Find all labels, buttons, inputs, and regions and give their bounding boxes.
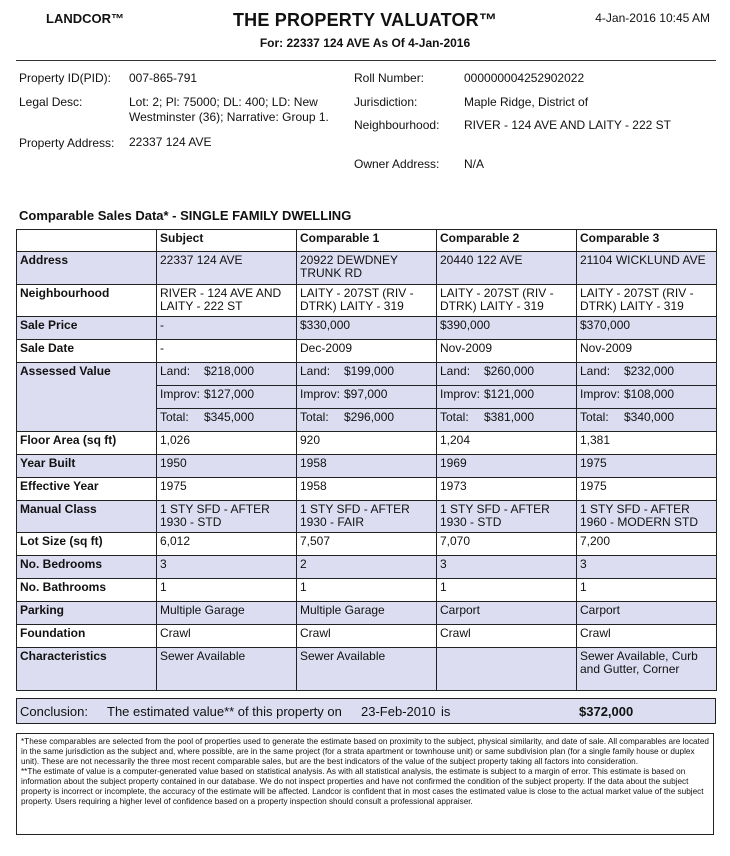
- row-label-empty: [17, 409, 157, 432]
- table-cell: [437, 363, 577, 386]
- row-label: Parking: [17, 602, 157, 625]
- assessed-land-row: [17, 363, 717, 386]
- table-cell: 3: [437, 556, 577, 579]
- table-cell: [157, 409, 297, 432]
- table-row: [17, 432, 717, 455]
- table-cell: [157, 363, 297, 386]
- table-row: [17, 252, 717, 285]
- table-cell: Carport: [577, 602, 717, 625]
- table-cell: 1,381: [577, 432, 717, 455]
- table-cell: RIVER - 124 AVE AND LAITY - 222 ST: [157, 285, 297, 317]
- table-cell: 3: [157, 556, 297, 579]
- land-value: $260,000: [484, 364, 535, 378]
- footnote-comparables: *These comparables are selected from the pool of properties used to generate the estimate based on proximity to the subject, physical similarity, and date of sale. All comparables are located in the same jurisdiction as the subject and, where possible, are in the same project (for a strata apartment or townhouse unit) or same subdivision plan (for a single family house or duplex unit). These are not necessarily the three most recent comparable sales, but are the best indicators of the value of the subject property taking all factors into consideration.: [21, 737, 709, 766]
- total-label: Total:: [440, 410, 469, 424]
- table-cell: 1 STY SFD - AFTER 1930 - FAIR: [297, 501, 437, 533]
- row-label: Lot Size (sq ft): [17, 533, 157, 556]
- improv-value: $97,000: [344, 387, 388, 401]
- improv-label: Improv:: [300, 387, 341, 401]
- total-label: Total:: [160, 410, 189, 424]
- improv-value: $127,000: [204, 387, 255, 401]
- table-row: [17, 340, 717, 363]
- neighbourhood-label: Neighbourhood:: [354, 118, 440, 132]
- table-row: [17, 648, 717, 691]
- table-header-cell: Subject: [157, 230, 297, 252]
- table-cell: 1 STY SFD - AFTER 1930 - STD: [157, 501, 297, 533]
- table-cell: Crawl: [157, 625, 297, 648]
- conclusion-text: The estimated value** of this property on: [107, 704, 342, 719]
- table-cell: 920: [297, 432, 437, 455]
- table-cell: 20922 DEWDNEY TRUNK RD: [297, 252, 437, 285]
- table-cell: [577, 386, 717, 409]
- table-cell: 22337 124 AVE: [157, 252, 297, 285]
- table-cell: 6,012: [157, 533, 297, 556]
- jurisdiction-value: Maple Ridge, District of: [464, 95, 589, 109]
- table-row: [17, 556, 717, 579]
- table-cell: $370,000: [577, 317, 717, 340]
- table-cell: 1958: [297, 478, 437, 501]
- total-label: Total:: [580, 410, 609, 424]
- improv-label: Improv:: [160, 387, 201, 401]
- land-label: Land:: [160, 364, 191, 378]
- row-label: Manual Class: [17, 501, 157, 533]
- owner-address-label: Owner Address:: [354, 157, 440, 171]
- table-cell: [437, 648, 577, 691]
- jurisdiction-label: Jurisdiction:: [354, 95, 418, 109]
- total-value: $296,000: [344, 410, 395, 424]
- comparable-sales-table: [16, 229, 717, 691]
- table-header-cell: Comparable 2: [437, 230, 577, 252]
- table-cell: 7,070: [437, 533, 577, 556]
- improv-value: $108,000: [624, 387, 675, 401]
- table-cell: 1 STY SFD - AFTER 1930 - STD: [437, 501, 577, 533]
- table-cell: Crawl: [577, 625, 717, 648]
- improv-label: Improv:: [440, 387, 481, 401]
- conclusion-label: Conclusion:: [20, 704, 88, 719]
- land-value: $199,000: [344, 364, 395, 378]
- land-value: $218,000: [204, 364, 255, 378]
- total-value: $345,000: [204, 410, 255, 424]
- row-label: No. Bathrooms: [17, 579, 157, 602]
- table-cell: Dec-2009: [297, 340, 437, 363]
- table-cell: [577, 409, 717, 432]
- page-subtitle: For: 22337 124 AVE As Of 4-Jan-2016: [259, 36, 471, 50]
- table-header-row: [17, 230, 717, 252]
- table-cell: 2: [297, 556, 437, 579]
- table-cell: 1,026: [157, 432, 297, 455]
- comparable-sales-title: [19, 208, 351, 223]
- table-cell: 1975: [577, 478, 717, 501]
- table-cell: Crawl: [297, 625, 437, 648]
- row-label: Sale Price: [17, 317, 157, 340]
- table-cell: $330,000: [297, 317, 437, 340]
- header-divider: [16, 60, 716, 61]
- row-label: Address: [17, 252, 157, 285]
- table-cell: -: [157, 317, 297, 340]
- table-cell: 1: [297, 579, 437, 602]
- land-label: Land:: [580, 364, 611, 378]
- report-timestamp: 4-Jan-2016 10:45 AM: [595, 11, 710, 25]
- table-header-cell: Comparable 3: [577, 230, 717, 252]
- conclusion-date: 23-Feb-2010: [361, 704, 436, 719]
- table-row: [17, 455, 717, 478]
- improv-value: $121,000: [484, 387, 535, 401]
- table-cell: 1973: [437, 478, 577, 501]
- neighbourhood-value: RIVER - 124 AVE AND LAITY - 222 ST: [464, 118, 671, 132]
- row-label: Characteristics: [17, 648, 157, 691]
- table-cell: 7,507: [297, 533, 437, 556]
- table-cell: [297, 386, 437, 409]
- table-row: [17, 625, 717, 648]
- legal-desc-label: Legal Desc:: [19, 95, 83, 109]
- pid-label: Property ID(PID):: [19, 71, 112, 85]
- table-cell: LAITY - 207ST (RIV - DTRK) LAITY - 319: [577, 285, 717, 317]
- row-label: Assessed Value: [17, 363, 157, 386]
- comparable-sales-title-prefix: Comparable Sales Data* -: [19, 208, 181, 223]
- row-label: Sale Date: [17, 340, 157, 363]
- land-label: Land:: [300, 364, 331, 378]
- table-cell: [157, 386, 297, 409]
- roll-number-label: Roll Number:: [354, 71, 425, 85]
- table-cell: 1: [577, 579, 717, 602]
- table-cell: 1: [437, 579, 577, 602]
- row-label: Neighbourhood: [17, 285, 157, 317]
- total-value: $340,000: [624, 410, 675, 424]
- table-cell: Multiple Garage: [157, 602, 297, 625]
- row-label: No. Bedrooms: [17, 556, 157, 579]
- table-cell: 1969: [437, 455, 577, 478]
- table-cell: Sewer Available: [297, 648, 437, 691]
- footnotes-box: [16, 733, 714, 835]
- row-label: Foundation: [17, 625, 157, 648]
- table-row: [17, 285, 717, 317]
- brand-logo-text: LANDCOR™: [46, 11, 124, 26]
- table-cell: 21104 WICKLUND AVE: [577, 252, 717, 285]
- comparable-sales-title-type: SINGLE FAMILY DWELLING: [180, 208, 352, 223]
- property-address-value: 22337 124 AVE: [129, 135, 212, 149]
- table-cell: 7,200: [577, 533, 717, 556]
- table-cell: Multiple Garage: [297, 602, 437, 625]
- table-cell: 20440 122 AVE: [437, 252, 577, 285]
- pid-value: 007-865-791: [129, 71, 198, 85]
- table-row: [17, 602, 717, 625]
- improv-label: Improv:: [580, 387, 621, 401]
- table-cell: LAITY - 207ST (RIV - DTRK) LAITY - 319: [437, 285, 577, 317]
- land-value: $232,000: [624, 364, 675, 378]
- table-header-corner: [17, 230, 157, 252]
- table-header-cell: Comparable 1: [297, 230, 437, 252]
- table-cell: LAITY - 207ST (RIV - DTRK) LAITY - 319: [297, 285, 437, 317]
- table-cell: 1 STY SFD - AFTER 1960 - MODERN STD: [577, 501, 717, 533]
- table-cell: 1,204: [437, 432, 577, 455]
- table-cell: Sewer Available, Curb and Gutter, Corner: [577, 648, 717, 691]
- legal-desc-value: Lot: 2; Pl: 75000; DL: 400; LD: New Westminster (36); Narrative: Group 1.: [129, 95, 329, 124]
- table-row: [17, 579, 717, 602]
- table-cell: [437, 409, 577, 432]
- footnote-estimate: **The estimate of value is a computer-generated value based on statistical analysis. As with all statistical analysis, the estimate is subject to a margin of error. This estimate is based on information about the subject property contained in our database. We do not inspect properties and have not confirmed the condition of the subject property. If the data about the subject property is incorrect or incomplete, the accuracy of the estimate will be affected. Landcor is confident that in most cases the estimated value is close to the actual market value of the subject property. Users requiring a higher level of confidence based on a property inspection should consult a professional appraiser.: [21, 767, 704, 806]
- property-address-label: Property Address:: [19, 136, 115, 150]
- table-cell: 1950: [157, 455, 297, 478]
- table-cell: [577, 363, 717, 386]
- table-cell: Crawl: [437, 625, 577, 648]
- conclusion-bar: [16, 698, 716, 724]
- row-label-empty: [17, 386, 157, 409]
- owner-address-value: N/A: [464, 157, 485, 171]
- assessed-improv-row: [17, 386, 717, 409]
- row-label: Floor Area (sq ft): [17, 432, 157, 455]
- conclusion-value: $372,000: [579, 704, 634, 719]
- table-cell: Nov-2009: [577, 340, 717, 363]
- row-label: Effective Year: [17, 478, 157, 501]
- table-row: [17, 501, 717, 533]
- table-cell: 1975: [157, 478, 297, 501]
- table-cell: 1: [157, 579, 297, 602]
- row-label: Year Built: [17, 455, 157, 478]
- total-value: $381,000: [484, 410, 535, 424]
- table-cell: -: [157, 340, 297, 363]
- table-cell: 1958: [297, 455, 437, 478]
- roll-number-value: 000000004252902022: [464, 71, 585, 85]
- table-cell: $390,000: [437, 317, 577, 340]
- conclusion-is: is: [441, 704, 451, 719]
- table-row: [17, 533, 717, 556]
- table-cell: [297, 363, 437, 386]
- table-cell: 3: [577, 556, 717, 579]
- table-cell: Nov-2009: [437, 340, 577, 363]
- assessed-total-row: [17, 409, 717, 432]
- table-cell: 1975: [577, 455, 717, 478]
- table-row: [17, 478, 717, 501]
- table-cell: [437, 386, 577, 409]
- table-cell: Sewer Available: [157, 648, 297, 691]
- page-title: THE PROPERTY VALUATOR™: [232, 10, 498, 30]
- table-cell: [297, 409, 437, 432]
- total-label: Total:: [300, 410, 329, 424]
- land-label: Land:: [440, 364, 471, 378]
- table-row: [17, 317, 717, 340]
- table-cell: Carport: [437, 602, 577, 625]
